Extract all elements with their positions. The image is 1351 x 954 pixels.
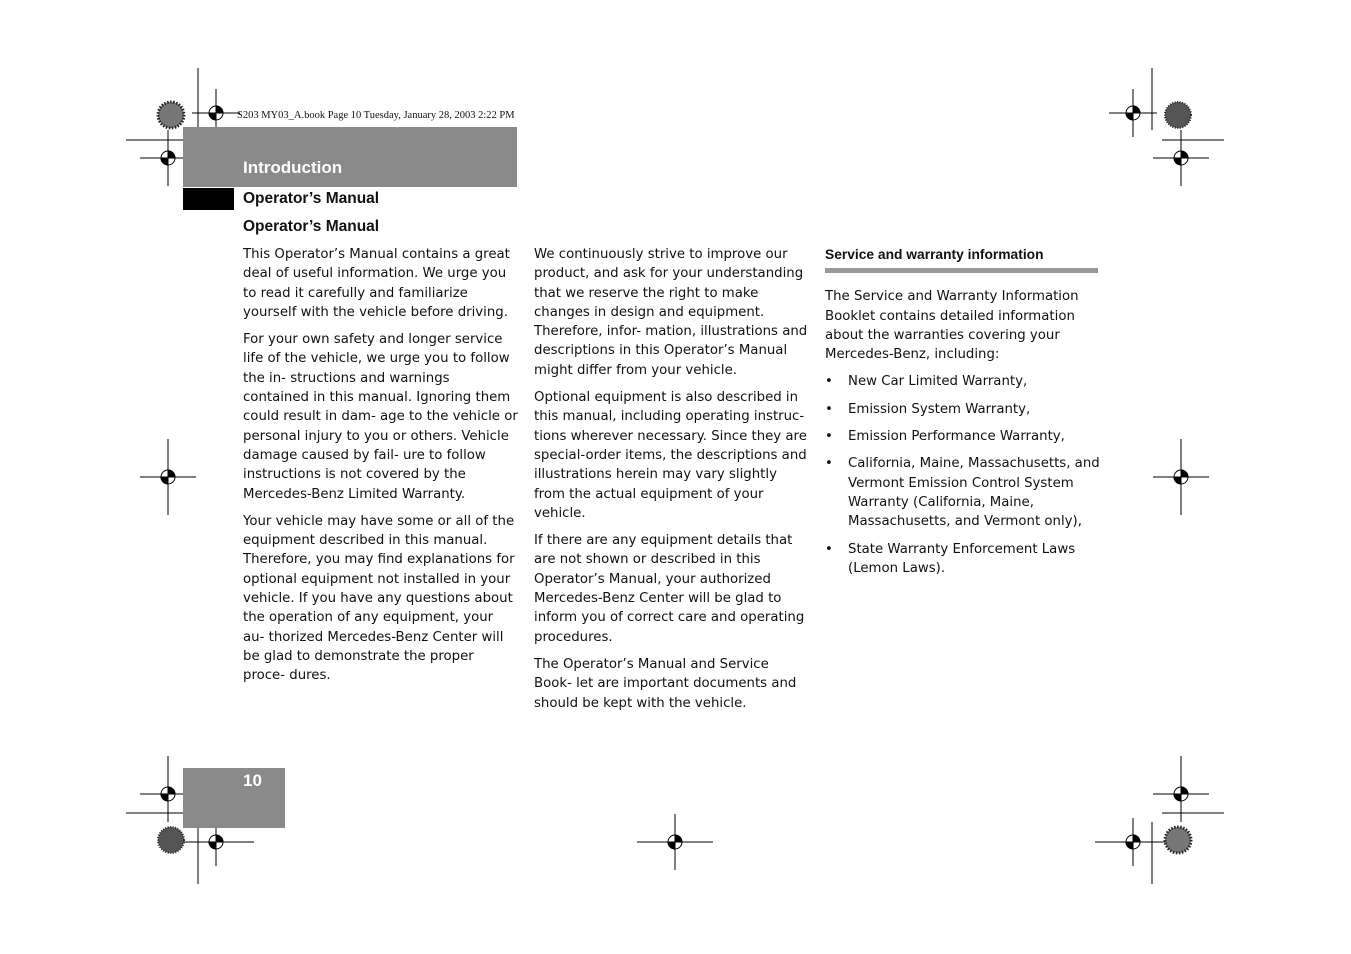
list-item: • State Warranty Enforcement Laws (Lemon Laws). — [825, 541, 1076, 576]
bullet-icon: • — [825, 401, 833, 417]
bullet-icon: • — [825, 374, 833, 390]
warranty-list — [825, 372, 1100, 578]
text-column-3 — [825, 245, 1100, 586]
list-item: • New Car Limited Warranty, — [825, 372, 1100, 391]
paragraph: For your own safety and longer service life of the vehicle, we urge you to follow the in- structions and warnings contained in this manual. Ignoring them could result in dam- age to the vehicle or personal injury to you or others. Vehicle damage caused by fail- ure to follow instructions is not covered by the Mercedes-Benz Limited Warranty. — [243, 332, 518, 502]
print-slug: S203 MY03_A.book Page 10 Tuesday, January 28, 2003 2:22 PM — [237, 110, 515, 121]
page-number: 10 — [243, 771, 262, 790]
list-item: • Emission Performance Warranty, — [825, 427, 1100, 446]
list-item: • Emission System Warranty, — [825, 400, 1100, 419]
paragraph: We continuously strive to improve our product, and ask for your understanding that we reserve the right to make changes in design and equipment. Therefore, infor- mation, illustrations and descriptions in this Operator’s Manual might differ from your vehicle. — [534, 247, 808, 378]
bullet-icon: • — [825, 456, 833, 472]
section-header-tab — [183, 127, 517, 187]
bullet-icon: • — [825, 541, 833, 557]
text-column-1 — [243, 245, 518, 694]
paragraph: Your vehicle may have some or all of the equipment described in this manual. Therefore, you may find explanations for optional equipment not installed in your vehicle. If you have any questions about the operation of any equipment, your au- thorized Mercedes-Benz Center will be glad to demonstrate the proper proce- dures. — [243, 513, 515, 684]
list-item: • California, Maine, Massachusetts, and Vermont Emission Control System Warranty (California, Maine, Massachusetts, and Vermont only), — [825, 456, 1100, 530]
bullet-icon: • — [825, 429, 833, 445]
text-column-2 — [534, 245, 809, 721]
paragraph: This Operator’s Manual contains a great deal of useful information. We urge you to read it carefully and familiarize yourself with the vehicle before driving. — [243, 247, 510, 320]
section-title: Introduction — [243, 158, 343, 177]
paragraph: If there are any equipment details that are not shown or described in this Operator’s Manual, your authorized Mercedes-Benz Center will be glad to inform you of correct care and operating procedures. — [534, 533, 805, 645]
paragraph: The Service and Warranty Information Booklet contains detailed information about the warranties covering your Mercedes-Benz, including: — [825, 289, 1079, 363]
page-subtitle: Operator’s Manual — [243, 190, 380, 207]
page-number-tab — [183, 768, 285, 828]
section-marker — [183, 188, 234, 210]
service-warranty-heading: Service and warranty information — [825, 245, 1098, 273]
paragraph: Optional equipment is also described in this manual, including operating instruc- tions wherever necessary. Since they are special-order items, the descriptions and illustrations herein may vary slightly from the actual equipment of your vehicle. — [534, 390, 807, 521]
page-heading: Operator’s Manual — [243, 218, 380, 235]
paragraph: The Operator’s Manual and Service Book- let are important documents and should be kept with the vehicle. — [534, 656, 797, 711]
